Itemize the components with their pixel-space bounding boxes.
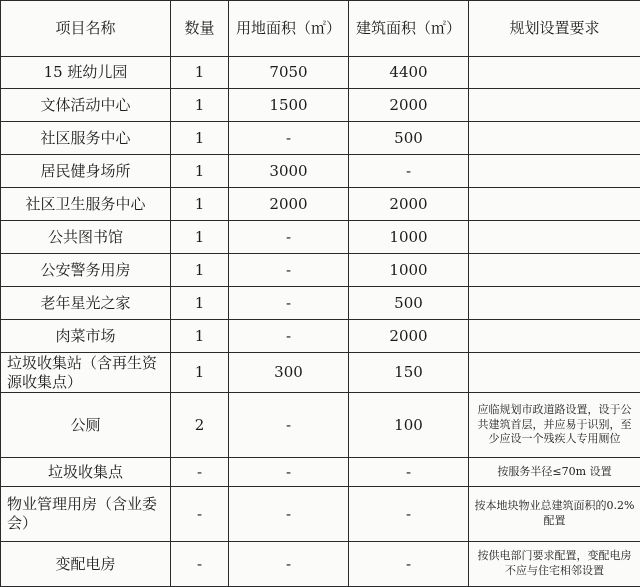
cell-build: 2000 [349, 320, 469, 353]
table-row [1, 353, 640, 393]
cell-build: 500 [349, 287, 469, 320]
cell-build: 2000 [349, 188, 469, 221]
cell-land: - [229, 254, 349, 287]
table-row [1, 89, 640, 122]
cell-req: 应临规划市政道路设置，设于公共建筑首层，并应易于识别，至少应设一个残疾人专用厕位 [469, 393, 640, 458]
header-building-area: 建筑面积（㎡） [349, 1, 469, 57]
cell-name: 社区卫生服务中心 [1, 188, 171, 221]
header-quantity: 数量 [171, 1, 229, 57]
cell-name: 老年星光之家 [1, 287, 171, 320]
cell-land: 2000 [229, 188, 349, 221]
header-row [1, 1, 640, 57]
cell-req [469, 320, 640, 353]
cell-req [469, 57, 640, 89]
cell-land: 300 [229, 353, 349, 393]
cell-build: 1000 [349, 221, 469, 254]
cell-req [469, 254, 640, 287]
cell-name: 公共图书馆 [1, 221, 171, 254]
table-row [1, 320, 640, 353]
table-row [1, 188, 640, 221]
cell-build: 4400 [349, 57, 469, 89]
cell-land: 1500 [229, 89, 349, 122]
cell-build: - [349, 487, 469, 542]
cell-qty: 1 [171, 155, 229, 188]
cell-req [469, 353, 640, 393]
cell-land: - [229, 320, 349, 353]
cell-qty: 1 [171, 188, 229, 221]
table-row [1, 458, 640, 487]
table-row [1, 254, 640, 287]
cell-name: 物业管理用房（含业委会） [1, 487, 171, 542]
cell-build: 150 [349, 353, 469, 393]
cell-qty: 1 [171, 89, 229, 122]
cell-req [469, 155, 640, 188]
cell-land: - [229, 487, 349, 542]
cell-req: 按服务半径≤70m 设置 [469, 458, 640, 487]
table-row [1, 221, 640, 254]
header-requirements: 规划设置要求 [469, 1, 640, 57]
cell-build: - [349, 458, 469, 487]
cell-qty: 1 [171, 221, 229, 254]
table-row [1, 487, 640, 542]
cell-build: 2000 [349, 89, 469, 122]
cell-req [469, 221, 640, 254]
cell-qty: 1 [171, 122, 229, 155]
cell-name: 垃圾收集站（含再生资源收集点） [1, 353, 171, 393]
cell-req [469, 89, 640, 122]
table-row [1, 155, 640, 188]
table-row [1, 393, 640, 458]
cell-req: 按供电部门要求配置，变配电房不应与住宅相邻设置 [469, 542, 640, 587]
table-row [1, 542, 640, 587]
cell-build: - [349, 542, 469, 587]
cell-name: 居民健身场所 [1, 155, 171, 188]
cell-qty: 1 [171, 254, 229, 287]
cell-land: - [229, 221, 349, 254]
cell-land: 3000 [229, 155, 349, 188]
cell-qty: 1 [171, 320, 229, 353]
cell-build: 100 [349, 393, 469, 458]
cell-name: 公厕 [1, 393, 171, 458]
cell-name: 肉菜市场 [1, 320, 171, 353]
cell-name: 社区服务中心 [1, 122, 171, 155]
table-row [1, 57, 640, 89]
cell-qty: 2 [171, 393, 229, 458]
cell-req [469, 122, 640, 155]
cell-qty: 1 [171, 57, 229, 89]
cell-land: - [229, 542, 349, 587]
cell-name: 变配电房 [1, 542, 171, 587]
cell-land: - [229, 287, 349, 320]
cell-qty: - [171, 458, 229, 487]
cell-name: 15 班幼儿园 [1, 57, 171, 89]
header-project-name: 项目名称 [1, 1, 171, 57]
cell-land: - [229, 122, 349, 155]
cell-build: 500 [349, 122, 469, 155]
cell-req: 按本地块物业总建筑面积的0.2%配置 [469, 487, 640, 542]
cell-name: 公安警务用房 [1, 254, 171, 287]
cell-qty: 1 [171, 287, 229, 320]
cell-land: - [229, 393, 349, 458]
cell-name: 垃圾收集点 [1, 458, 171, 487]
cell-qty: 1 [171, 353, 229, 393]
header-land-area: 用地面积（㎡） [229, 1, 349, 57]
cell-qty: - [171, 487, 229, 542]
cell-land: - [229, 458, 349, 487]
cell-req [469, 287, 640, 320]
cell-build: 1000 [349, 254, 469, 287]
table-row [1, 287, 640, 320]
cell-qty: - [171, 542, 229, 587]
cell-land: 7050 [229, 57, 349, 89]
cell-build: - [349, 155, 469, 188]
table-row [1, 122, 640, 155]
cell-name: 文体活动中心 [1, 89, 171, 122]
cell-req [469, 188, 640, 221]
